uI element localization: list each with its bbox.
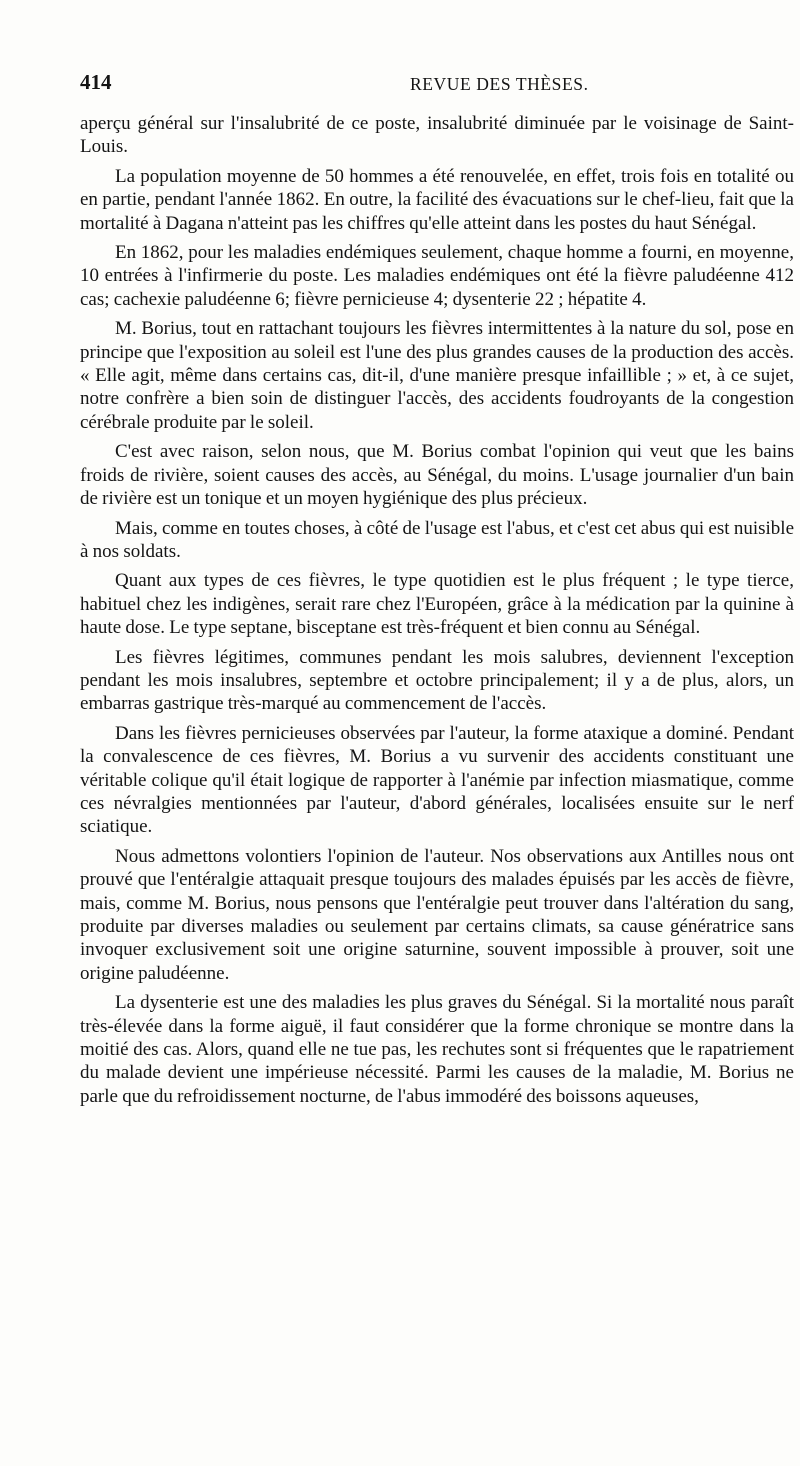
running-title: REVUE DES THÈSES. <box>410 74 589 94</box>
paragraph: Dans les fièvres pernicieuses observées par l'auteur, la forme ataxique a dominé. Pendant la convalescence de ces fièvres, M. Borius a vu survenir des accidents constituant une véritable colique qu'il était logique de rapporter à l'anémie par infection miasmatique, comme ces névralgies mentionnées par l'auteur, d'abord générales, localisées ensuite sur le nerf sciatique. <box>80 722 794 838</box>
paragraph: Nous admettons volontiers l'opinion de l'auteur. Nos observations aux Antilles nous ont prouvé que l'entéralgie attaquait presque toujours des malades épuisés par les accès de fièvre, mais, comme M. Borius, nous pensons que l'entéralgie peut trouver dans l'altération du sang, produite par diverses maladies ou seulement par certains climats, sa cause génératrice sans invoquer exclusivement soit une origine saturnine, souvent impossible à prouver, soit une origine paludéenne. <box>80 845 794 984</box>
paragraph: En 1862, pour les maladies endémiques seulement, chaque homme a fourni, en moyenne, 10 entrées à l'infirmerie du poste. Les maladies endémiques ont été la fièvre paludéenne 412 cas; cachexie paludéenne 6; fièvre pernicieuse 4; dysenterie 22 ; hépatite 4. <box>80 242 794 310</box>
body-text <box>80 112 794 1114</box>
paragraph: La dysenterie est une des maladies les plus graves du Sénégal. Si la mortalité nous paraît très-élevée dans la forme aiguë, il faut considérer que la forme chronique se montre dans la moitié des cas. Alors, quand elle ne tue pas, les rechutes sont si fréquentes que le rapatriement du malade devient une impérieuse nécessité. Parmi les causes de la maladie, M. Borius ne parle que du refroidissement nocturne, de l'abus immodéré des boissons aqueuses, <box>80 992 794 1107</box>
page-number: 414 <box>80 70 112 94</box>
paragraph: C'est avec raison, selon nous, que M. Borius combat l'opinion qui veut que les bains froids de rivière, soient causes des accès, au Sénégal, du moins. L'usage journalier d'un bain de rivière est un tonique et un moyen hygiénique des plus précieux. <box>80 441 794 510</box>
paragraph: M. Borius, tout en rattachant toujours les fièvres intermittentes à la nature du sol, pose en principe que l'exposition au soleil est l'une des plus grandes causes de la production des accès. « Elle agit, même dans certains cas, dit-il, d'une manière presque infaillible ; » et, à ce sujet, notre confrère a bien soin de distinguer l'accès, des accidents foudroyants de la congestion cérébrale produite par le soleil. <box>80 318 794 433</box>
page-header <box>80 70 740 100</box>
paragraph: Mais, comme en toutes choses, à côté de l'usage est l'abus, et c'est cet abus qui est nuisible à nos soldats. <box>80 517 794 562</box>
paragraph: Quant aux types de ces fièvres, le type quotidien est le plus fréquent ; le type tierce, habituel chez les indigènes, serait rare chez l'Européen, grâce à la médication par la quinine à haute dose. Le type septane, bisceptane est très-fréquent et bien connu au Sénégal. <box>80 570 794 639</box>
paragraph: Les fièvres légitimes, communes pendant les mois salubres, deviennent l'exception pendant les mois insalubres, septembre et octobre principalement; il y a de plus, alors, un embarras gastrique très-marqué au commencement de l'accès. <box>80 646 794 715</box>
paragraph: La population moyenne de 50 hommes a été renouvelée, en effet, trois fois en totalité ou en partie, pendant l'année 1862. En outre, la facilité des évacuations sur le chef-lieu, fait que la mortalité à Dagana n'atteint pas les chiffres qu'elle atteint dans les postes du haut Sénégal. <box>80 165 794 234</box>
paragraph: aperçu général sur l'insalubrité de ce poste, insalubrité diminuée par le voisinage de Saint-Louis. <box>80 113 794 158</box>
